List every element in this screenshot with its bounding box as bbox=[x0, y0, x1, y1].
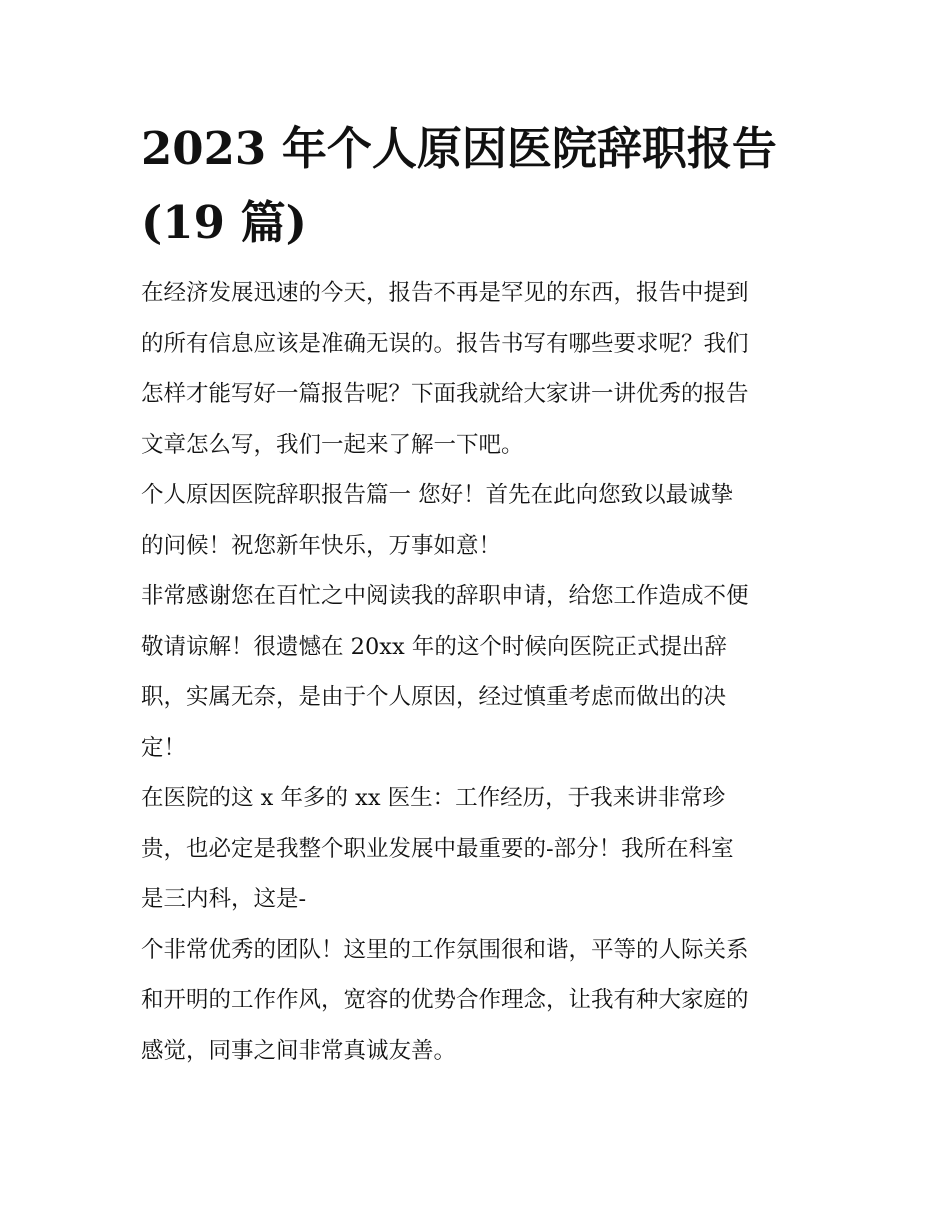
document-title bbox=[141, 112, 816, 260]
text-line: 定！ bbox=[141, 734, 187, 761]
text-line: 的所有信息应该是准确无误的。报告书写有哪些要求呢？我们 bbox=[141, 330, 749, 357]
experience-paragraph bbox=[141, 773, 816, 925]
text-line: 的问候！祝您新年快乐，万事如意！ bbox=[141, 532, 502, 559]
text-line: 在医院的这 x 年多的 xx 医生：工作经历，于我来讲非常珍 bbox=[141, 785, 726, 811]
document-body bbox=[141, 112, 816, 1076]
text-line: 感觉，同事之间非常真诚友善。 bbox=[141, 1037, 457, 1064]
text-line: 是三内科，这是- bbox=[141, 886, 307, 912]
title-line: 2023 年个人原因医院辞职报告 bbox=[141, 122, 777, 175]
text-line: 和开明的工作作风，宽容的优势合作理念，让我有种大家庭的 bbox=[141, 987, 749, 1013]
text-line: 个非常优秀的团队！这里的工作氛围很和谐，平等的人际关系 bbox=[141, 936, 749, 963]
text-line: 敬请谅解！很遗憾在 20xx 年的这个时候向医院正式提出辞 bbox=[141, 633, 727, 660]
apology-paragraph bbox=[141, 571, 816, 773]
text-line: 非常感谢您在百忙之中阅读我的辞职申请，给您工作造成不便 bbox=[141, 583, 749, 609]
text-line: 文章怎么写，我们一起来了解一下吧。 bbox=[141, 431, 524, 458]
intro-paragraph bbox=[141, 268, 816, 470]
greeting-paragraph bbox=[141, 470, 816, 571]
team-paragraph bbox=[141, 925, 816, 1077]
text-line: 个人原因医院辞职报告篇一 您好！首先在此向您致以最诚挚 bbox=[141, 482, 734, 508]
title-line: (19 篇) bbox=[141, 196, 307, 249]
text-line: 贵，也必定是我整个职业发展中最重要的-部分！我所在科室 bbox=[141, 835, 734, 862]
text-line: 怎样才能写好一篇报告呢？下面我就给大家讲一讲优秀的报告 bbox=[141, 381, 749, 407]
text-line: 职，实属无奈，是由于个人原因，经过慎重考虑而做出的决 bbox=[141, 684, 727, 710]
text-line: 在经济发展迅速的今天，报告不再是罕见的东西，报告中提到 bbox=[141, 280, 749, 306]
